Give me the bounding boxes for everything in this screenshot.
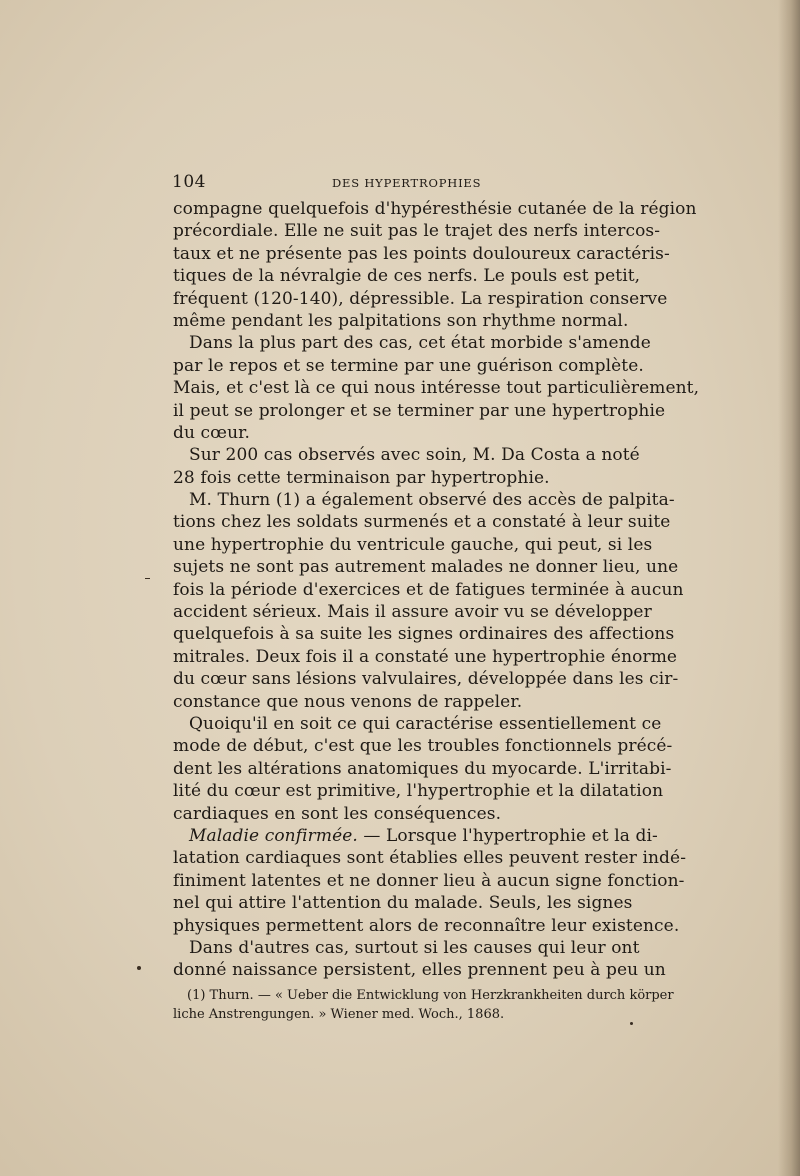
text-line: fréquent (120-140), dépressible. La respiration conserve [173,288,668,309]
text-line: Sur 200 cas observés avec soin, M. Da Costa a noté [189,445,640,466]
text-line: accident sérieux. Mais il assure avoir vu se développer [173,602,652,623]
text-line: Dans la plus part des cas, cet état morbide s'amende [189,333,651,354]
text-line: taux et ne présente pas les points douloureux caractéris- [173,243,670,264]
text-line: cardiaques en sont les conséquences. [173,803,502,824]
ink-speck [145,578,150,579]
text-line: du cœur. [173,422,250,443]
footnote-line: liche Anstrengungen. » Wiener med. Woch., 1868. [173,1007,505,1022]
text-line: précordiale. Elle ne suit pas le trajet des nerfs intercos- [173,221,661,242]
text-line: 28 fois cette terminaison par hypertrophie. [173,467,550,488]
text-line: mitrales. Deux fois il a constaté une hypertrophie énorme [173,646,678,667]
text-line: mode de début, c'est que les troubles fonctionnels précé- [173,736,673,757]
text-line: Quoiqu'il en soit ce qui caractérise essentiellement ce [189,713,662,734]
footnote-line: (1) Thurn. — « Ueber die Entwicklung von Herzkrankheiten durch körper [187,988,674,1003]
text-line: physiques permettent alors de reconnaître leur existence. [173,915,680,936]
page-edge-shadow [778,0,800,1176]
text-line: finiment latentes et ne donner lieu à aucun signe fonction- [173,870,685,891]
ink-speck [630,1022,633,1025]
text-line: M. Thurn (1) a également observé des accès de palpita- [189,490,675,511]
text-line: même pendant les palpitations son rhythme normal. [173,310,629,331]
text-line: Dans d'autres cas, surtout si les causes qui leur ont [189,937,640,958]
body-text [173,198,700,982]
text-line: tions chez les soldats surmenés et a constaté à leur suite [173,512,671,533]
running-title: DES HYPERTROPHIES [332,176,482,190]
text-line: par le repos et se termine par une guérison complète. [173,355,644,376]
text-line: compagne quelquefois d'hypéresthésie cutanée de la région [173,199,697,219]
text-line: fois la période d'exercices et de fatigues terminée à aucun [173,579,684,600]
text-line: dent les altérations anatomiques du myocarde. L'irritabi- [173,758,672,779]
text-line: lité du cœur est primitive, l'hypertrophie et la dilatation [173,781,664,802]
text-line: du cœur sans lésions valvulaires, développée dans les cir- [173,669,679,690]
footnote [173,986,674,1024]
text-line: Mais, et c'est là ce qui nous intéresse tout particulièrement, [173,378,700,399]
text-line: une hypertrophie du ventricule gauche, qui peut, si les [173,534,653,555]
text-line: nel qui attire l'attention du malade. Seuls, les signes [173,893,633,914]
italic-heading: Maladie confirmée. [189,825,358,846]
page-header [172,172,628,194]
text-line: latation cardiaques sont établies elles peuvent rester indé- [173,848,687,869]
text-line: constance que nous venons de rappeler. [173,691,523,712]
text-line [173,825,658,847]
text-line: sujets ne sont pas autrement malades ne donner lieu, une [173,557,679,578]
text-line: donné naissance persistent, elles prennent peu à peu un [173,960,666,981]
text-line: tiques de la névralgie de ces nerfs. Le pouls est petit, [173,266,641,287]
ink-speck [137,966,141,970]
text-line: quelquefois à sa suite les signes ordinaires des affections [173,624,675,645]
page-number: 104 [172,172,206,192]
text-line: il peut se prolonger et se terminer par une hypertrophie [173,400,666,421]
text-line-rest: — Lorsque l'hypertrophie et la di- [357,825,658,846]
